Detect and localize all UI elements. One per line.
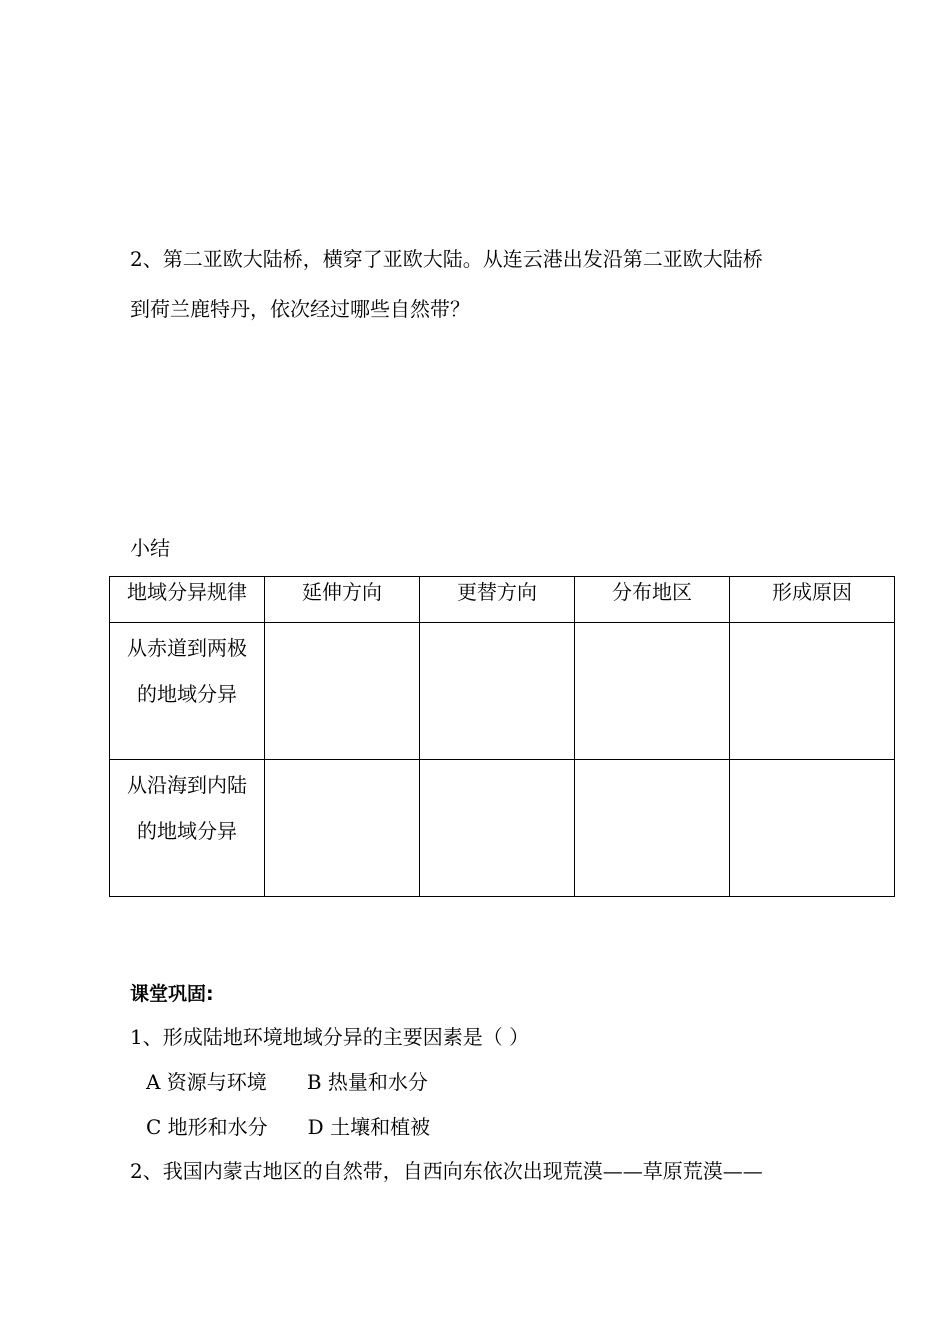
blank-answer-cell[interactable] bbox=[420, 760, 575, 897]
practice-question-2: 2、我国内蒙古地区的自然带，自西向东依次出现荒漠——草原荒漠—— bbox=[130, 1159, 763, 1183]
blank-answer-cell[interactable] bbox=[420, 623, 575, 760]
option-c[interactable]: C 地形和水分 bbox=[146, 1115, 268, 1139]
row-head-line-1: 从赤道到两极 bbox=[127, 636, 247, 660]
practice-question-1-options-ab bbox=[146, 1070, 428, 1094]
summary-row-coast-to-inland bbox=[110, 760, 895, 897]
blank-answer-cell[interactable] bbox=[265, 623, 420, 760]
option-b[interactable]: B 热量和水分 bbox=[306, 1070, 428, 1094]
practice-heading: 课堂巩固: bbox=[130, 983, 214, 1005]
blank-answer-cell[interactable] bbox=[730, 760, 895, 897]
row-head-line-2: 的地域分异 bbox=[137, 682, 237, 706]
summary-header-row bbox=[110, 577, 895, 623]
row-head-line-2: 的地域分异 bbox=[137, 819, 237, 843]
header-cell-formation-cause: 形成原因 bbox=[730, 577, 895, 623]
option-d[interactable]: D 土壤和植被 bbox=[307, 1115, 431, 1139]
question-2-line-2: 到荷兰鹿特丹，依次经过哪些自然带？ bbox=[130, 297, 470, 321]
blank-answer-cell[interactable] bbox=[265, 760, 420, 897]
summary-row-equator-to-poles bbox=[110, 623, 895, 760]
blank-answer-cell[interactable] bbox=[575, 760, 730, 897]
summary-label: 小结 bbox=[130, 536, 170, 560]
header-cell-distribution-area: 分布地区 bbox=[575, 577, 730, 623]
row-head-cell bbox=[110, 760, 265, 897]
practice-question-1-options-cd bbox=[146, 1115, 430, 1139]
practice-question-1: 1、形成陆地环境地域分异的主要因素是（ ） bbox=[130, 1025, 530, 1049]
header-cell-alternation-direction: 更替方向 bbox=[420, 577, 575, 623]
summary-table bbox=[109, 576, 895, 897]
header-cell-extension-direction: 延伸方向 bbox=[265, 577, 420, 623]
question-2-line-1: 2、第二亚欧大陆桥，横穿了亚欧大陆。从连云港出发沿第二亚欧大陆桥 bbox=[130, 247, 763, 271]
header-cell-pattern: 地域分异规律 bbox=[110, 577, 265, 623]
row-head-cell bbox=[110, 623, 265, 760]
blank-answer-cell[interactable] bbox=[575, 623, 730, 760]
blank-answer-cell[interactable] bbox=[730, 623, 895, 760]
row-head-line-1: 从沿海到内陆 bbox=[127, 773, 247, 797]
option-a[interactable]: A 资源与环境 bbox=[146, 1070, 267, 1094]
